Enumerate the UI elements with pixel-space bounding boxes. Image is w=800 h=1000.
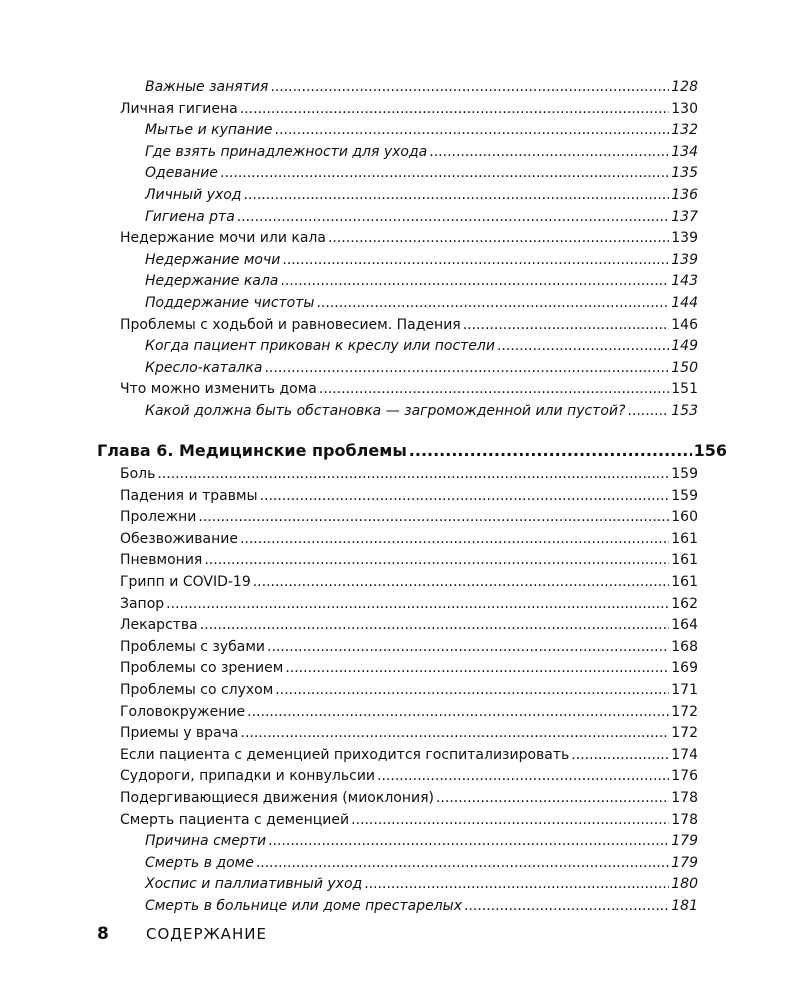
toc-entry (145, 207, 698, 227)
toc-entry (120, 745, 698, 765)
toc-entry (145, 896, 698, 916)
dot-leader (198, 507, 669, 527)
toc-entry (145, 271, 698, 291)
toc-entry (120, 810, 698, 830)
toc-entry-page: 150 (671, 359, 698, 376)
toc-entry-page: 132 (671, 122, 698, 139)
toc-entry-title: Проблемы со зрением (120, 660, 284, 677)
chapter-heading (97, 440, 727, 462)
dot-leader (247, 702, 669, 722)
toc-entry (120, 529, 698, 549)
toc-entry-page: 144 (671, 295, 698, 311)
toc-entry-title: Судороги, припадки и конвульсии (120, 768, 376, 785)
toc-entry-title: Личная гигиена (120, 100, 238, 117)
toc-entry-title: Пролежни (120, 509, 197, 526)
toc-entry (120, 637, 698, 657)
dot-leader (463, 315, 670, 335)
toc-entry-page: 153 (671, 403, 698, 419)
toc-entry (120, 464, 698, 484)
dot-leader (627, 401, 669, 421)
toc-entry (120, 379, 698, 399)
toc-entry-page: 159 (671, 466, 698, 482)
toc-entry (120, 315, 698, 335)
toc-entry (145, 358, 698, 378)
toc-entry-page: 135 (671, 165, 698, 182)
toc-entry-title: Поддержание чистоты (145, 295, 315, 311)
toc-entry (145, 250, 698, 270)
toc-entry-page: 149 (671, 338, 698, 355)
dot-leader (240, 99, 670, 119)
toc-entry-title: Недержание мочи (145, 251, 281, 268)
toc-entry-page: 137 (671, 208, 698, 225)
toc-entry-title: Какой должна быть обстановка — загроможденной или пустой? (145, 403, 626, 419)
toc-entry-title: Смерть в доме (145, 854, 254, 871)
toc-entry-title: Что можно изменить дома (120, 381, 317, 398)
dot-leader (270, 77, 669, 97)
toc-entry-title: Головокружение (120, 703, 246, 720)
toc-entry-page: 164 (671, 617, 698, 634)
toc-entry-page: 176 (671, 768, 698, 785)
toc-entry (120, 702, 698, 722)
dot-leader (264, 358, 669, 378)
toc-entry-title: Важные занятия (145, 79, 269, 95)
toc-entry-title: Подергивающиеся движения (миоклония) (120, 790, 434, 806)
dot-leader (377, 766, 669, 786)
toc-entry (145, 163, 698, 183)
toc-entry-page: 179 (671, 833, 698, 850)
dot-leader (220, 163, 669, 183)
toc-entry-title: Если пациента с деменцией приходится госпитализировать (120, 746, 570, 763)
dot-leader (267, 637, 669, 657)
dot-leader (282, 250, 669, 270)
toc-entry-page: 159 (671, 487, 698, 504)
dot-leader (364, 874, 669, 894)
toc-entry-title: Смерть пациента с деменцией (120, 811, 350, 828)
toc-entry-title: Пневмония (120, 552, 203, 569)
toc-entry-title: Кресло-каталка (145, 359, 263, 376)
toc-entry-page: 181 (671, 898, 698, 914)
toc-entry (120, 228, 698, 248)
toc-entry-page: 180 (671, 876, 698, 893)
dot-leader (429, 142, 669, 162)
toc-entry-page: 178 (671, 811, 698, 828)
toc-entry-page: 172 (671, 725, 698, 742)
dot-leader (497, 336, 669, 356)
dot-leader (204, 550, 669, 570)
toc-entry-page: 174 (671, 746, 698, 763)
toc-entry-title: Когда пациент прикован к креслу или постели (145, 338, 495, 355)
toc-entry-page: 143 (671, 273, 698, 290)
toc-entry-title: Падения и травмы (120, 487, 258, 504)
dot-leader (409, 440, 692, 462)
toc-entry (120, 486, 698, 506)
toc-entry (145, 77, 698, 97)
dot-leader (319, 379, 669, 399)
toc-entry-title: Грипп и COVID-19 (120, 574, 251, 590)
toc-entry-title: Запор (120, 595, 165, 612)
toc-entry-title: Проблемы с зубами (120, 638, 265, 655)
toc-entry (145, 185, 698, 205)
toc-entry (120, 680, 698, 700)
dot-leader (256, 853, 669, 873)
dot-leader (328, 228, 669, 248)
toc-entry-page: 136 (671, 187, 698, 203)
dot-leader (275, 120, 670, 140)
toc-entry-page: 130 (671, 100, 698, 117)
toc-entry (145, 120, 698, 140)
toc-entry-page: 156 (693, 441, 727, 460)
toc-entry-page: 151 (671, 381, 698, 398)
toc-entry-page: 128 (671, 79, 698, 95)
dot-leader (436, 788, 669, 808)
dot-leader (243, 185, 669, 205)
toc-entry-title: Проблемы со слухом (120, 682, 274, 698)
toc-entry (120, 788, 698, 808)
toc-entry (120, 615, 698, 635)
toc-entry (145, 401, 698, 421)
toc-entry-title: Личный уход (145, 187, 242, 203)
toc-entry (145, 336, 698, 356)
dot-leader (268, 831, 669, 851)
toc-entry (120, 766, 698, 786)
running-footer-title: СОДЕРЖАНИЕ (146, 925, 267, 943)
toc-entry-page: 169 (671, 660, 698, 677)
toc-entry-title: Глава 6. Медицинские проблемы (97, 441, 407, 460)
toc-entry (145, 853, 698, 873)
dot-leader (275, 680, 669, 700)
dot-leader (237, 207, 669, 227)
toc-entry (145, 142, 698, 162)
toc-entry (145, 831, 698, 851)
toc-entry (120, 99, 698, 119)
dot-leader (316, 293, 669, 313)
toc-entry (120, 658, 698, 678)
toc-entry-page: 178 (671, 790, 698, 806)
toc-entry (145, 874, 698, 894)
dot-leader (280, 271, 669, 291)
toc-entry-title: Приемы у врача (120, 725, 239, 742)
toc-entry (120, 594, 698, 614)
dot-leader (351, 810, 669, 830)
toc-entry-page: 139 (671, 230, 698, 247)
toc-entry-title: Лекарства (120, 617, 198, 634)
dot-leader (166, 594, 669, 614)
toc-entry-page: 171 (671, 682, 698, 698)
toc-entry-page: 172 (671, 703, 698, 720)
dot-leader (285, 658, 669, 678)
toc-entry-page: 161 (671, 552, 698, 569)
toc-entry-title: Гигиена рта (145, 208, 235, 225)
toc-entry (120, 507, 698, 527)
dot-leader (157, 464, 669, 484)
toc-entry-page: 161 (671, 574, 698, 590)
toc-entry-title: Одевание (145, 165, 219, 182)
toc-entry-title: Причина смерти (145, 833, 267, 850)
toc-entry-title: Недержание мочи или кала (120, 230, 326, 247)
toc-entry (120, 723, 698, 743)
toc-entry-title: Боль (120, 466, 156, 482)
toc-entry (145, 293, 698, 313)
toc-entry-page: 134 (671, 143, 698, 160)
toc-entry-title: Смерть в больнице или доме престарелых (145, 898, 462, 914)
toc-entry-page: 179 (671, 854, 698, 871)
dot-leader (240, 529, 669, 549)
toc-entry-title: Мытье и купание (145, 122, 273, 139)
toc-entry-title: Где взять принадлежности для ухода (145, 143, 428, 160)
toc-entry-title: Хоспис и паллиативный уход (145, 876, 363, 893)
toc-entry-title: Обезвоживание (120, 530, 238, 547)
toc-entry-page: 161 (671, 530, 698, 547)
toc-entry-page: 146 (671, 316, 698, 333)
page-number: 8 (97, 924, 109, 944)
toc-entry-page: 139 (671, 251, 698, 268)
toc-entry-page: 162 (671, 595, 698, 612)
dot-leader (571, 745, 669, 765)
toc-entry-page: 168 (671, 638, 698, 655)
toc-entry-title: Недержание кала (145, 273, 279, 290)
dot-leader (253, 572, 670, 592)
toc-entry (120, 550, 698, 570)
toc-entry-title: Проблемы с ходьбой и равновесием. Падения (120, 316, 461, 333)
toc-entry (120, 572, 698, 592)
dot-leader (464, 896, 669, 916)
dot-leader (241, 723, 670, 743)
dot-leader (260, 486, 670, 506)
toc-entry-page: 160 (671, 509, 698, 526)
dot-leader (200, 615, 670, 635)
